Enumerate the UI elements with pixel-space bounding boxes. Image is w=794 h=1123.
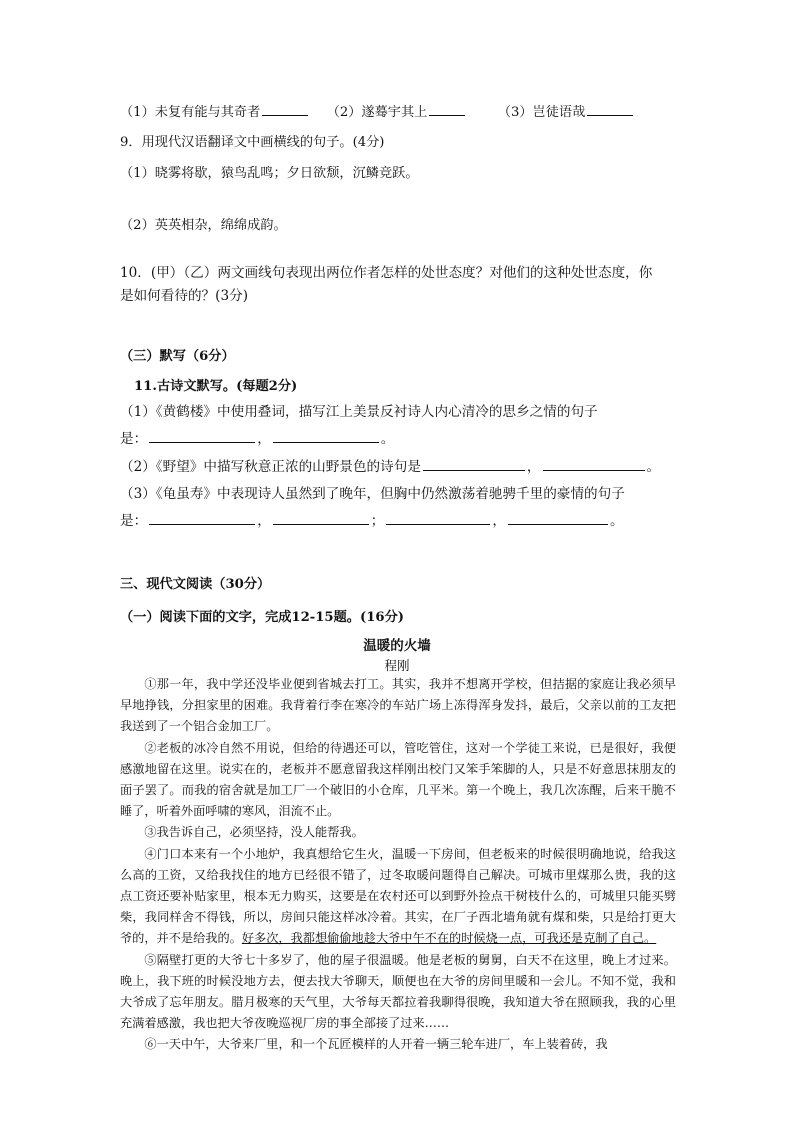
section-heading-dictation: （三）默写（6分）: [120, 349, 235, 364]
answer-blank[interactable]: [273, 512, 369, 525]
q10-line-2: 是如何看待的？(3分): [120, 288, 249, 304]
q11-c-line-2: 是： ， ； ， 。: [120, 513, 624, 529]
article-paragraph: ③我告诉自己，必须坚持，没人能帮我。: [144, 825, 364, 840]
part3-subheading: （一）阅读下面的文字，完成12-15题。(16分): [120, 610, 405, 625]
q11-c-line-1: （3）《龟虽寿》中表现诗人虽然到了晚年，但胸中仍然激荡着驰骋千里的豪情的句子: [120, 486, 625, 502]
q9-sentence-1: （1）晓雾将歇，猿鸟乱鸣；夕日欲颓，沉鳞竞跃。: [120, 166, 419, 181]
article-author: 程刚: [384, 658, 410, 673]
answer-blank[interactable]: [543, 458, 645, 471]
article-paragraph: ⑤隔壁打更的大爷七十多岁了，他的屋子很温暖。他是老板的舅舅，白天不在这里，晚上才过来。晚上，我下班的时候没地方去，便去找大爷聊天，顺便也在大爷的房间里暖和一会儿。不知不觉，我和大爷成了忘年朋友。腊月极寒的天气里，大爷每天都拉着我聊得很晚，我知道大爷在照顾我，我的心里充满着感激，我也把大爷夜晚巡视厂房的事全部接了过来……: [120, 952, 676, 1031]
article-title: 温暖的火墙: [363, 638, 431, 654]
article-paragraph: ②老板的冰冷自然不用说，但给的待遇还可以，管吃管住，这对一个学徒工来说，已是很好，我便感激地留在这里。说实在的，老板并不愿意留我这样刚出校门又笨手笨脚的人，只是不好意思抹朋友的面子罢了。而我的宿舍就是加工厂一个破旧的小仓库，几平米。第一个晚上，我几次冻醒，后来干脆不睡了，听着外面呼啸的寒风，泪流不止。: [120, 740, 676, 819]
q11-a-line-1: （1）《黄鹤楼》中使用叠词，描写江上美景反衬诗人内心清冷的思乡之情的句子: [120, 404, 598, 420]
answer-blank[interactable]: [429, 103, 465, 116]
answer-blank[interactable]: [273, 430, 379, 443]
article-paragraph: ④门口本来有一个小地炉，我真想给它生火，温暖一下房间，但老板来的时候很明确地说，给我这么高的工资，又给我找住的地方已经很不错了，过冬取暖问题得自己解决。可城市里煤那么贵，我的这点工资还要补贴家里，根本无力购买，这要是在农村还可以到野外捡点干树枝什么的，可城里只能买劈柴，我同样舍不得钱，所以，房间只能这样冰冷着。其实，在厂子西北墙角就有煤和柴，只是给打更大爷的，并不是给我的。好多次，我都想偷偷地趁大爷中午不在的时候烧一点，可我还是克制了自己。: [120, 846, 676, 946]
answer-blank[interactable]: [423, 458, 525, 471]
answer-blank[interactable]: [149, 512, 255, 525]
q8-item2: （2）遂蓦宇其上: [326, 105, 428, 120]
article-paragraph: ⑥一天中午，大爷来厂里，和一个瓦匠模样的人开着一辆三轮车进厂，车上装着砖，我: [144, 1037, 608, 1052]
q11-title: 11.古诗文默写。(每题2分): [134, 379, 298, 394]
q11-a-line-2: 是： ， 。: [120, 431, 395, 447]
answer-blank[interactable]: [262, 103, 308, 116]
answer-blank[interactable]: [149, 430, 255, 443]
article-body: [120, 674, 676, 1056]
answer-blank[interactable]: [386, 512, 490, 525]
q8-item3: （3）岂徒语哉: [497, 105, 586, 120]
q10-line-1: 10．(甲）（乙）两文画线句表现出两位作者怎样的处世态度？对他们的这种处世态度，你: [120, 265, 653, 281]
q9-sentence-2: （2）英英相杂，绵绵成韵。: [120, 218, 287, 233]
underlined-sentence: 好多次，我都想偷偷地趁大爷中午不在的时候烧一点，可我还是克制了自己。: [241, 931, 657, 946]
part3-heading: 三、现代文阅读（30分）: [120, 577, 271, 592]
q8-items: [120, 103, 635, 122]
q11-b-line: （2）《野望》中描写秋意正浓的山野景色的诗句是 ， 。: [120, 459, 661, 475]
q9-stem: 9．用现代汉语翻译文中画横线的句子。(4分): [120, 135, 385, 150]
article-paragraph: ①那一年，我中学还没毕业便到省城去打工。其实，我并不想离开学校，但拮据的家庭让我必须早早地挣钱，分担家里的困难。我背着行李在寒冷的车站广场上冻得浑身发抖，最后，父亲以前的工友把我送到了一个铝合金加工厂。: [120, 677, 676, 734]
q8-item1: （1）未复有能与其奇者: [120, 105, 261, 120]
answer-blank[interactable]: [587, 103, 633, 116]
answer-blank[interactable]: [508, 512, 608, 525]
